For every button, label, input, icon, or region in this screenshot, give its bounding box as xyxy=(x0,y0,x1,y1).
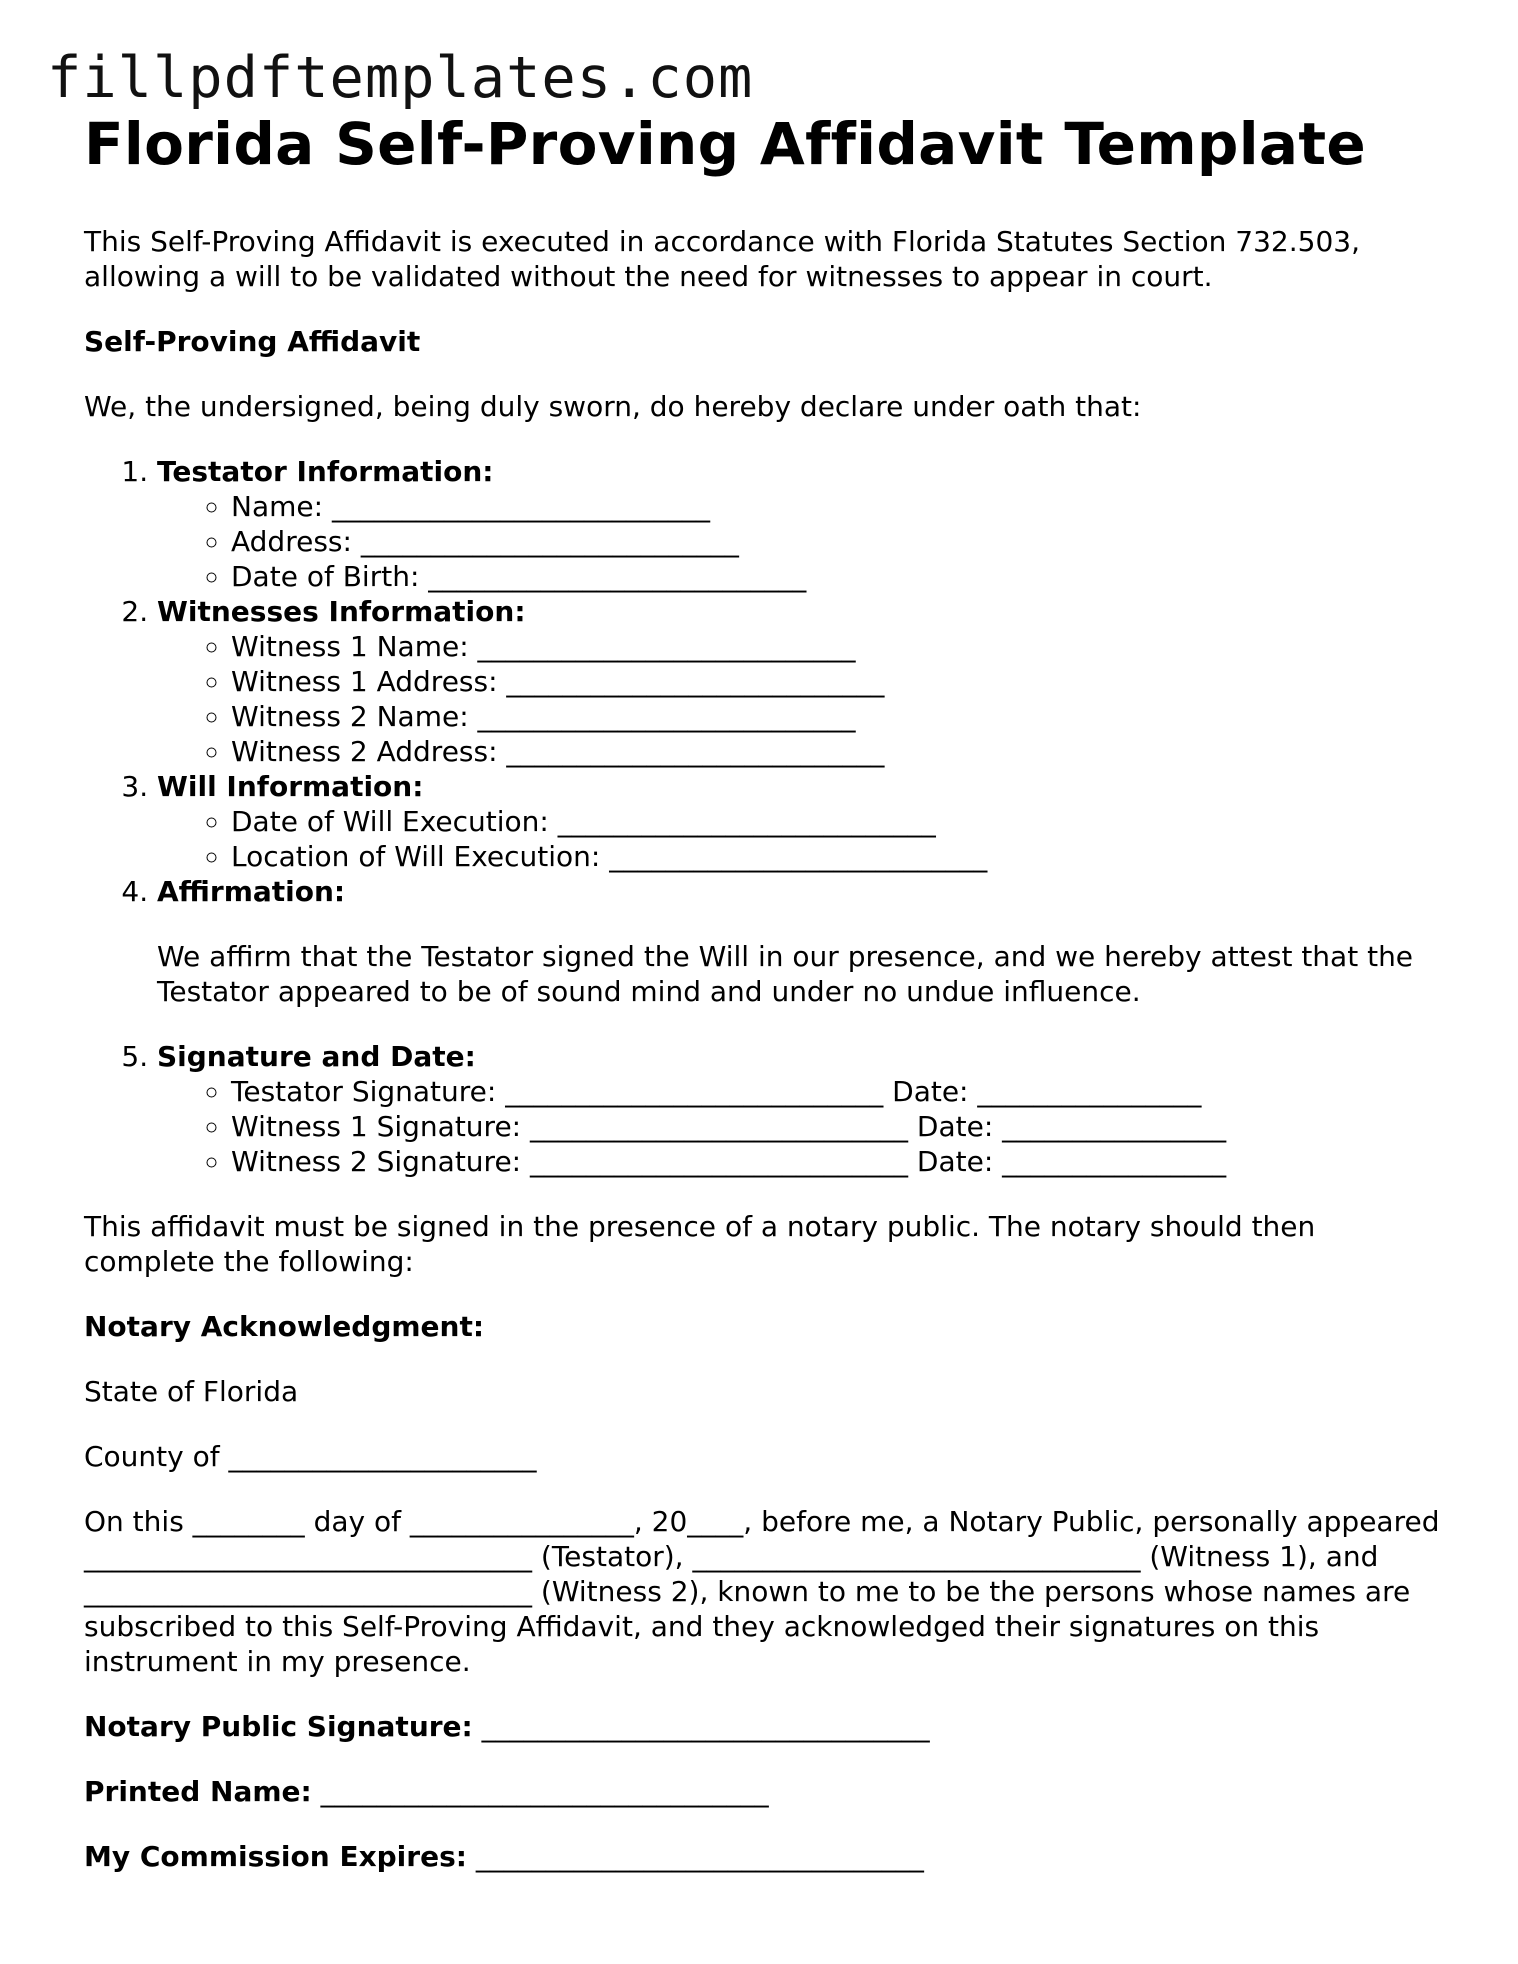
witness1-address-field[interactable]: ◦ Witness 1 Address: ___________________________ xyxy=(231,664,1454,699)
item-title: Affirmation: xyxy=(157,875,346,908)
witness1-signature-field[interactable]: ◦ Witness 1 Signature: ___________________________ Date: ________________ xyxy=(231,1109,1454,1144)
printed-name-line[interactable] xyxy=(84,1774,1454,1809)
witness1-name-field[interactable]: ◦ Witness 1 Name: ___________________________ xyxy=(231,629,1454,664)
notary-acknowledgment-title: Notary Acknowledgment: xyxy=(84,1310,485,1343)
document-page xyxy=(84,108,1454,1874)
will-fields xyxy=(157,804,1454,874)
intro-paragraph: This Self-Proving Affidavit is executed in accordance with Florida Statutes Section 732.503, allowing a will to be validated without the need for witnesses to appear in court. xyxy=(84,225,1360,293)
notary-instructions: This affidavit must be signed in the presence of a notary public. The notary should then complete the following: xyxy=(84,1210,1316,1278)
notary-signature-blank[interactable]: ________________________________ xyxy=(481,1710,930,1743)
item-will-information xyxy=(157,769,1454,874)
commission-expires-line[interactable] xyxy=(84,1839,1454,1874)
witness2-address-field[interactable]: ◦ Witness 2 Address: ___________________________ xyxy=(231,734,1454,769)
affidavit-items-list xyxy=(84,454,1454,1179)
county-field[interactable]: County of ______________________ xyxy=(84,1440,537,1473)
witness-fields xyxy=(157,629,1454,769)
signature-fields xyxy=(157,1074,1454,1179)
testator-dob-field[interactable]: ◦ Date of Birth: ___________________________ xyxy=(231,559,1454,594)
state-line: State of Florida xyxy=(84,1375,299,1408)
printed-name-label: Printed Name: xyxy=(84,1775,312,1808)
will-execution-date-field[interactable]: ◦ Date of Will Execution: ___________________________ xyxy=(231,804,1454,839)
testator-signature-field[interactable]: ◦ Testator Signature: ___________________________ Date: ________________ xyxy=(231,1074,1454,1109)
item-title: Will Information: xyxy=(157,770,424,803)
will-execution-location-field[interactable]: ◦ Location of Will Execution: ___________________________ xyxy=(231,839,1454,874)
site-watermark: fillpdftemplates.com xyxy=(47,45,754,111)
declaration-lead: We, the undersigned, being duly sworn, do hereby declare under oath that: xyxy=(84,390,1142,423)
item-testator-information xyxy=(157,454,1454,594)
document-title: Florida Self-Proving Affidavit Template xyxy=(84,110,1367,178)
testator-address-field[interactable]: ◦ Address: ___________________________ xyxy=(231,524,1454,559)
item-title: Witnesses Information: xyxy=(157,595,526,628)
item-affirmation xyxy=(157,874,1454,1009)
notary-signature-line[interactable] xyxy=(84,1709,1454,1744)
section-title: Self-Proving Affidavit xyxy=(84,325,421,358)
witness2-name-field[interactable]: ◦ Witness 2 Name: ___________________________ xyxy=(231,699,1454,734)
witness2-signature-field[interactable]: ◦ Witness 2 Signature: ___________________________ Date: ________________ xyxy=(231,1144,1454,1179)
item-title: Signature and Date: xyxy=(157,1040,476,1073)
notary-signature-label: Notary Public Signature: xyxy=(84,1710,473,1743)
commission-expires-blank[interactable]: ________________________________ xyxy=(475,1840,924,1873)
item-title: Testator Information: xyxy=(157,455,494,488)
affirmation-text: We affirm that the Testator signed the Will in our presence, and we hereby attest that the Testator appeared to be of sound mind and under no undue influence. xyxy=(157,940,1414,1008)
testator-fields xyxy=(157,489,1454,594)
item-signature-and-date xyxy=(157,1039,1454,1179)
item-witnesses-information xyxy=(157,594,1454,769)
commission-expires-label: My Commission Expires: xyxy=(84,1840,467,1873)
testator-name-field[interactable]: ◦ Name: ___________________________ xyxy=(231,489,1454,524)
acknowledgment-paragraph[interactable]: On this ________ day of ________________, 20____, before me, a Notary Public, personally appeared ________________________________ (Testator), ________________________________ (Witness 1), and ________________________________ (Witness 2), known to me to be the persons whose names are subscribed to this Self-Proving Affidavit, and they acknowledged their signatures on this instrument in my presence. xyxy=(84,1505,1440,1678)
printed-name-blank[interactable]: ________________________________ xyxy=(320,1775,769,1808)
